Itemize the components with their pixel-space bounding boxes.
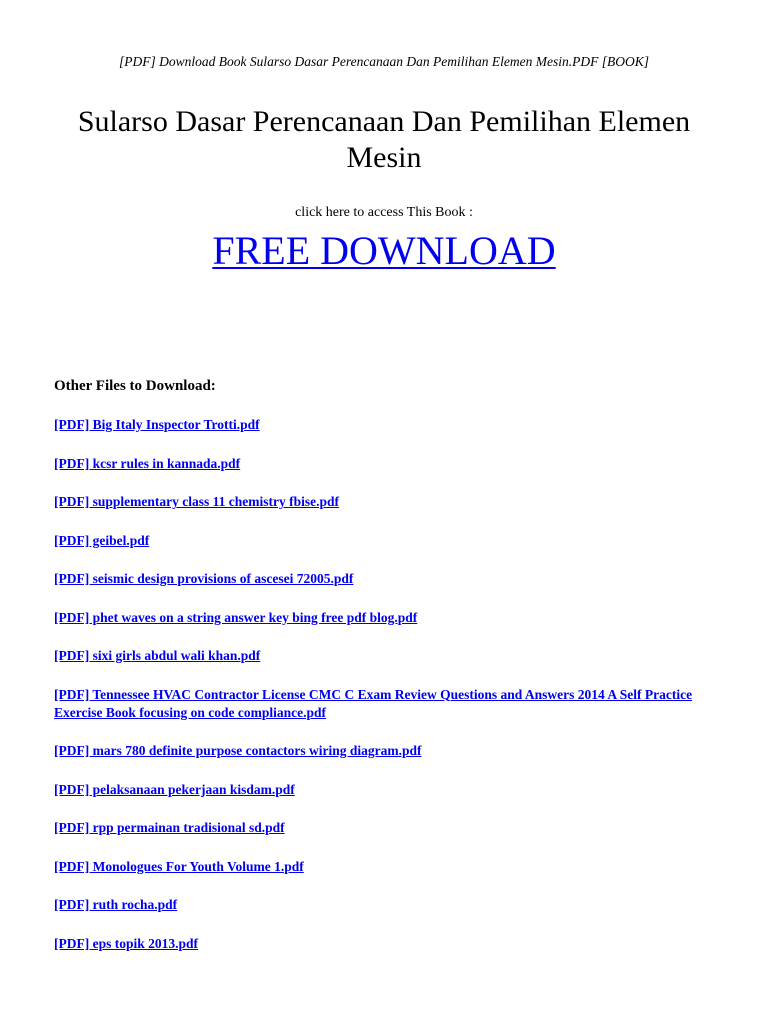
file-link[interactable]: [PDF] ruth rocha.pdf — [54, 897, 178, 912]
file-link[interactable]: [PDF] mars 780 definite purpose contactors wiring diagram.pdf — [54, 743, 422, 758]
list-item — [54, 647, 724, 665]
file-link[interactable]: [PDF] rpp permainan tradisional sd.pdf — [54, 820, 285, 835]
free-download-container — [0, 228, 768, 274]
access-instruction: click here to access This Book : — [295, 205, 473, 220]
page-title: Sularso Dasar Perencanaan Dan Pemilihan Elemen Mesin — [77, 105, 691, 174]
file-link[interactable]: [PDF] sixi girls abdul wali khan.pdf — [54, 648, 261, 663]
file-link[interactable]: [PDF] Monologues For Youth Volume 1.pdf — [54, 858, 304, 874]
list-item — [54, 455, 724, 473]
list-item — [54, 858, 724, 876]
document-header: [PDF] Download Book Sularso Dasar Perencanaan Dan Pemilihan Elemen Mesin.PDF [BOOK] — [118, 54, 650, 69]
other-files-list — [54, 416, 724, 973]
file-link[interactable]: [PDF] eps topik 2013.pdf — [54, 935, 199, 951]
list-item — [54, 686, 724, 722]
list-item — [54, 532, 724, 550]
list-item — [54, 742, 724, 760]
file-link[interactable]: [PDF] phet waves on a string answer key bing free pdf blog.pdf — [54, 609, 418, 625]
free-download-link[interactable]: FREE DOWNLOAD — [212, 228, 556, 273]
file-link[interactable]: [PDF] geibel.pdf — [54, 532, 150, 548]
file-link[interactable]: [PDF] kcsr rules in kannada.pdf — [54, 455, 241, 471]
list-item — [54, 609, 724, 627]
list-item — [54, 781, 724, 799]
other-files-heading: Other Files to Download: — [54, 378, 216, 394]
list-item — [54, 896, 724, 914]
file-link[interactable]: [PDF] supplementary class 11 chemistry fbise.pdf — [54, 494, 339, 509]
list-item — [54, 416, 724, 434]
list-item — [54, 570, 724, 588]
file-link[interactable]: [PDF] Big Italy Inspector Trotti.pdf — [54, 417, 260, 432]
list-item — [54, 819, 724, 837]
list-item — [54, 493, 724, 511]
list-item — [54, 935, 724, 953]
file-link[interactable]: [PDF] pelaksanaan pekerjaan kisdam.pdf — [54, 781, 295, 797]
file-link[interactable]: [PDF] seismic design provisions of ascesei 72005.pdf — [54, 571, 354, 586]
file-link[interactable]: [PDF] Tennessee HVAC Contractor License CMC C Exam Review Questions and Answers 2014 A Self Practice Exercise Book focusing on code compliance.pdf — [54, 686, 693, 720]
